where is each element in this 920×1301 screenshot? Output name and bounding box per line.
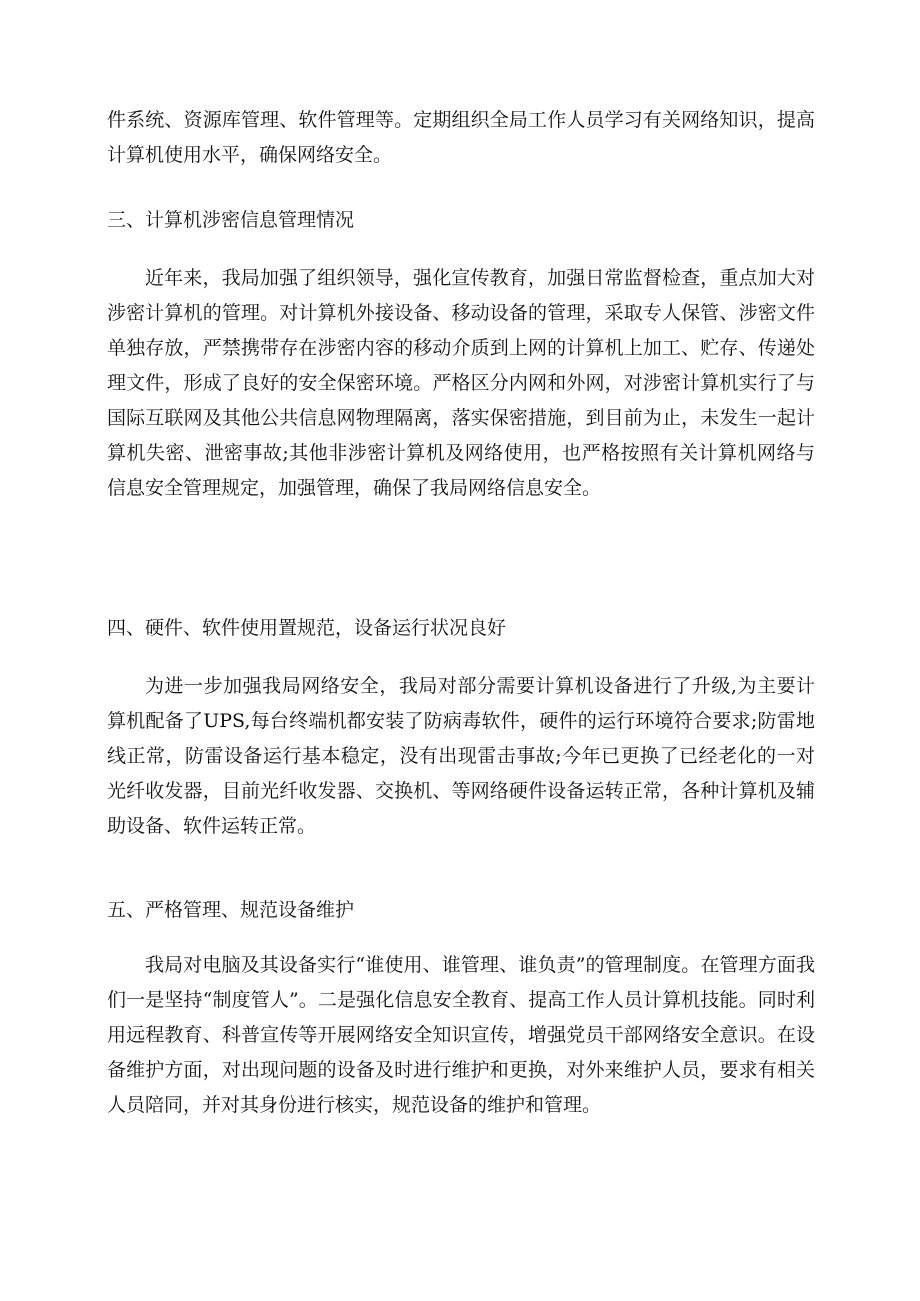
paragraph-continued: 件系统、资源库管理、软件管理等。定期组织全局工作人员学习有关网络知识，提高计算机使用水平，确保网络安全。 [107, 109, 815, 166]
paragraph-section-3: 近年来，我局加强了组织领导，强化宣传教育，加强日常监督检查，重点加大对涉密计算机的管理。对计算机外接设备、移动设备的管理，采取专人保管、涉密文件单独存放，严禁携带存在涉密内容的移动介质到上网的计算机上加工、贮存、传递处理文件，形成了良好的安全保密环境。严格区分内网和外网，对涉密计算机实行了与国际互联网及其他公共信息网物理隔离，落实保密措施，到目前为止，未发生一起计算机失密、泄密事故;其他非涉密计算机及网络使用，也严格按照有关计算机网络与信息安全管理规定，加强管理，确保了我局网络信息安全。 [107, 267, 815, 499]
section-heading-3: 三、计算机涉密信息管理情况 [107, 209, 355, 231]
section-heading-4: 四、硬件、软件使用置规范，设备运行状况良好 [107, 617, 507, 639]
paragraph-section-4: 为进一步加强我局网络安全，我局对部分需要计算机设备进行了升级,为主要计算机配备了UPS,每台终端机都安装了防病毒软件，硬件的运行环境符合要求;防雷地线正常，防雷设备运行基本稳定，没有出现雷击事故;今年已更换了已经老化的一对光纤收发器，目前光纤收发器、交换机、等网络硬件设备运转正常，各种计算机及辅助设备、软件运转正常。 [107, 675, 815, 837]
section-heading-5: 五、严格管理、规范设备维护 [107, 899, 355, 921]
paragraph-section-5: 我局对电脑及其设备实行“谁使用、谁管理、谁负责”的管理制度。在管理方面我们一是坚持“制度管人”。二是强化信息安全教育、提高工作人员计算机技能。同时利用远程教育、科普宣传等开展网络安全知识宣传，增强党员干部网络安全意识。在设备维护方面，对出现问题的设备及时进行维护和更换，对外来维护人员，要求有相关人员陪同，并对其身份进行核实，规范设备的维护和管理。 [107, 954, 815, 1116]
